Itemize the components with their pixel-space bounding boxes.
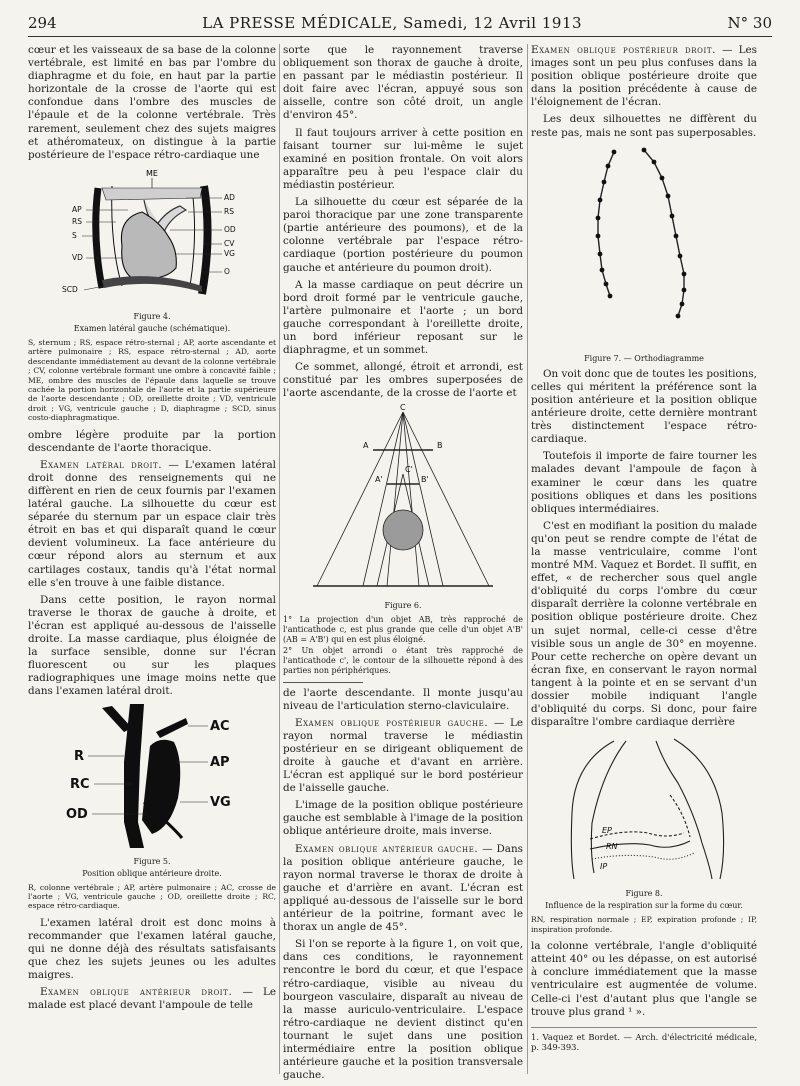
label-o: O xyxy=(224,266,230,276)
label-c-prime: C' xyxy=(405,465,413,475)
issue-number: N° 30 xyxy=(727,14,772,32)
paragraph: Il faut toujours arriver à cette position en faisant tourner sur lui-même le sujet examiné en position frontale. On voit alors apparaître peu à peu l'espace clair du médiastin postérieur. xyxy=(283,126,523,191)
paragraph: L'image de la position oblique postérieure gauche est semblable à l'image de la position oblique antérieure droite, mais inverse. xyxy=(283,799,523,838)
label-s: S xyxy=(72,230,77,240)
label-c: C xyxy=(400,404,406,413)
figure-5-caption: Figure 5. xyxy=(133,856,171,866)
column-1 xyxy=(28,44,276,1016)
section-heading: Examen oblique postérieur droit. xyxy=(531,44,717,56)
figure-4-subcaption: Examen latéral gauche (schématique). xyxy=(73,323,231,333)
column-2 xyxy=(283,44,523,1086)
paragraph-text: — Les images sont un peu plus confuses dans la position oblique postérieure droite que dans la position précédente à cause de l'éloignement de l'écran. xyxy=(531,44,757,109)
paragraph: L'examen latéral droit est donc moins à recommander que l'examen latéral gauche, qui ne donne déjà des résultats satisfaisants que chez les sujets jeunes ou les adultes maigres. xyxy=(28,916,276,982)
paragraph-text: — L'examen latéral droit donne des renseignements qui ne diffèrent en rien de ceux fournis par l'examen latéral gauche. La silhouette du cœur est séparée du sternum par un espace clair très étroit en bas et qui disparaît quand le cœur devient volumineux. La face antérieure du cœur répond alors au sternum et aux cartilages costaux, tandis qu'à l'état normal elle s'en trouve à une faible distance. xyxy=(28,458,277,589)
label-rc: RC xyxy=(70,777,90,793)
paragraph: Dans cette position, le rayon normal traverse le thorax de gauche à droite, et l'écran est appliqué au-dessous de l'aisselle droite. La masse cardiaque, plus éloignée de la surface sensible, donne sur l'écran fluorescent ou sur les plaques radiographiques une image moins nette que dans l'examen latéral droit. xyxy=(28,593,276,698)
paragraph: de l'aorte descendante. Il monte jusqu'au niveau de l'articulation sterno-claviculaire. xyxy=(283,686,523,712)
label-ad: AD xyxy=(224,192,235,202)
label-a: A xyxy=(363,441,369,451)
label-me: ME xyxy=(146,168,158,178)
figure-6-note-1: 1° La projection d'un objet AB, très rapproché de l'anticathode c, est plus grande que celle d'un objet A'B' (AB = A'B') qui en est plus éloigné. xyxy=(283,614,523,644)
paragraph: la colonne vertébrale, l'angle d'obliquité atteint 40° ou les dépasse, on est autorisé à conclure immédiatement que la masse ventriculaire est augmentée de volume. Celle-ci l'est d'autant plus que l'angle se trouve plus grand ¹ ». xyxy=(531,940,757,1018)
column-3 xyxy=(531,44,757,1053)
paragraph-text: — Le rayon normal traverse le médiastin postérieur en se dirigeant obliquement de droite à gauche et d'avant en arrière. L'écran est appliqué sur le bord postérieur de l'aisselle gauche. xyxy=(283,716,523,795)
figure-8 xyxy=(531,733,757,911)
column-divider xyxy=(527,44,528,1074)
journal-title: LA PRESSE MÉDICALE, Samedi, 12 Avril 1913 xyxy=(202,14,583,32)
figure-4-legend: S, sternum ; RS, espace rétro-sternal ; AP, aorte ascendante et artère pulmonaire ; RS, espace rétro-sternal ; AD, aorte descendante immédiatement au devant de la colonne vertébrale ; CV, colonne vertébrale formant une ombre à concavité faible ; ME, ombre des muscles de l'épaule dans laquelle se trouve cachée la portion horizontale de l'aorte et la partie supérieure de l'aorte descendante ; OD, oreillette droite ; VD, ventricule droit ; VG, ventricule gauche ; D, diaphragme ; SCD, sinus costo-diaphragmatique. xyxy=(28,337,276,423)
label-a-prime: A' xyxy=(375,475,383,485)
paragraph: ombre légère produite par la portion descendante de l'aorte thoracique. xyxy=(28,428,276,454)
label-scd: SCD xyxy=(62,284,78,294)
figure-4-caption: Figure 4. xyxy=(133,311,171,321)
label-vd: VD xyxy=(72,252,83,262)
page-number: 294 xyxy=(28,14,57,32)
paragraph-text: — Dans la position oblique antérieure gauche, le rayon normal traverse le thorax de droite à gauche et d'arrière en avant. L'écran est appliqué au-dessous de l'aisselle sur le bord antérieur de la poitrine, formant avec le thorax un angle de 45°. xyxy=(283,842,523,934)
paragraph: Les deux silhouettes ne diffèrent du reste pas, mais ne sont pas superposables. xyxy=(531,113,757,139)
figure-4 xyxy=(28,166,276,334)
paragraph xyxy=(28,459,276,590)
label-r: R xyxy=(74,749,85,765)
section-heading: Examen latéral droit. xyxy=(40,458,163,471)
paragraph: On voit donc que de toutes les positions, celles qui méritent la préférence sont la position antérieure et la position oblique antérieure droite, cette dernière montrant très distinctement l'espace rétro-cardiaque. xyxy=(531,367,757,446)
paragraph xyxy=(28,986,276,1012)
figure-7 xyxy=(531,144,757,364)
paragraph-text: — Le malade est placé devant l'ampoule de telle xyxy=(28,986,276,1012)
figure-6-note-2: 2° Un objet arrondi o étant très rapproché de l'anticathode c', le contour de la silhouette répond à des parties non périphériques. xyxy=(283,645,523,675)
label-ap: AP xyxy=(72,204,82,214)
figure-7-diagram xyxy=(544,144,744,348)
label-b-prime: B' xyxy=(421,475,429,485)
figure-5-diagram xyxy=(52,702,252,850)
paragraph xyxy=(283,717,523,796)
paragraph: sorte que le rayonnement traverse obliquement son thorax de gauche à droite, en passant par le médiastin postérieur. Il doit faire avec l'écran, appuyé sous son aisselle, contre son côté droit, un angle d'environ 45°. xyxy=(283,44,523,122)
figure-6 xyxy=(283,404,523,610)
label-cv: CV xyxy=(224,238,235,248)
figure-8-legend: RN, respiration normale ; EP, expiration profonde ; IP, inspiration profonde. xyxy=(531,915,757,934)
paragraph: C'est en modifiant la position du malade qu'on peut se rendre compte de l'état de la masse ventriculaire, comme l'ont montré MM. Vaquez et Bordet. Il suffit, en effet, « de rechercher sous quel angle d'obliquité du corps l'ombre du cœur disparaît derrière la colonne vertébrale en position oblique postérieure droite. Chez un sujet normal, celle-ci cesse d'être visible sous un angle de 30° en moyenne. Pour cette recherche on opère devant un écran fixe, en conservant le rayon normal tangent à la pointe et en se servant d'un dossier mobile indiquant l'angle d'obliquité du corps. Si donc, pour faire disparaître l'ombre cardiaque derrière xyxy=(531,519,757,729)
label-od: OD xyxy=(66,807,88,823)
figure-5-subcaption: Position oblique antérieure droite. xyxy=(82,868,222,878)
label-rs-right: RS xyxy=(224,206,234,216)
paragraph xyxy=(531,44,757,109)
section-heading: Examen oblique postérieur gauche. xyxy=(295,716,489,729)
label-ap: AP xyxy=(210,755,230,771)
paragraph: cœur et les vaisseaux de sa base de la colonne vertébrale, est limité en bas par l'ombre du diaphragme et du foie, en haut par la partie horizontale de la crosse de l'aorte qui est confondue dans l'ombre des muscles de l'épaule et de la colonne vertébrale. Très rarement, seulement chez des sujets maigres et athéromateux, on distingue à la partie postérieure de l'espace rétro-cardiaque une xyxy=(28,44,276,161)
paragraph: A la masse cardiaque on peut décrire un bord droit formé par le ventricule gauche, l'artère pulmonaire et l'aorte ; un bord gauche correspondant à l'oreillette droite, un bord inférieur reposant sur le diaphragme, et un sommet. xyxy=(283,278,523,357)
figure-8-subcaption: Influence de la respiration sur la forme du cœur. xyxy=(545,901,743,911)
section-heading: Examen oblique antérieur gauche. xyxy=(295,842,479,855)
figure-8-diagram xyxy=(544,733,744,883)
section-heading: Examen oblique antérieur droit. xyxy=(40,986,233,999)
divider xyxy=(283,682,363,683)
figure-5 xyxy=(28,702,276,878)
figure-6-diagram xyxy=(303,404,503,594)
label-vg: VG xyxy=(210,795,231,811)
label-rs-left: RS xyxy=(72,216,82,226)
label-ip: IP xyxy=(600,862,608,872)
figure-8-caption: Figure 8. xyxy=(625,889,663,899)
paragraph xyxy=(283,843,523,935)
figure-7-caption: Figure 7. — Orthodiagramme xyxy=(584,353,704,363)
label-ac: AC xyxy=(210,719,230,735)
paragraph: La silhouette du cœur est séparée de la paroi thoracique par une zone transparente (partie antérieure des poumons), et de la colonne vertébrale par l'espace rétro-cardiaque (portion postérieure du poumon gauche et antérieure du poumon droit). xyxy=(283,196,523,274)
paragraph: Si l'on se reporte à la figure 1, on voit que, dans ces conditions, le rayonnement rencontre le bord du cœur, et que l'espace rétro-cardiaque, visible au niveau du bourgeon vasculaire, disparaît au niveau de la masse auriculo-ventriculaire. L'espace rétro-cardiaque ne devient distinct qu'en tournant le sujet dans une position intermédiaire entre la position oblique antérieure gauche et la position transversale gauche. xyxy=(283,938,523,1082)
label-vg: VG xyxy=(224,248,235,258)
figure-6-caption: Figure 6. xyxy=(384,600,422,610)
figure-5-legend: R, colonne vertébrale ; AP, artère pulmonaire ; AC, crosse de l'aorte ; VG, ventricule gauche ; OD, oreillette droite ; RC, espace rétro-cardiaque. xyxy=(28,882,276,911)
label-od: OD xyxy=(224,224,236,234)
footnote: 1. Vaquez et Bordet. — Arch. d'électricité médicale, p. 349-393. xyxy=(531,1027,757,1053)
label-rn: RN xyxy=(606,842,618,852)
paragraph: Toutefois il importe de faire tourner les malades devant l'ampoule de façon à examiner le cœur dans les quatre positions obliques et dans les positions obliques intermédiaires. xyxy=(531,450,757,515)
label-b: B xyxy=(437,441,443,451)
label-ep: EP xyxy=(602,826,612,836)
page-header xyxy=(28,10,772,37)
column-divider xyxy=(279,44,280,1074)
paragraph: Ce sommet, allongé, étroit et arrondi, est constitué par les ombres superposées de l'aorte ascendante, de la crosse de l'aorte et xyxy=(283,361,523,400)
figure-4-diagram xyxy=(52,166,252,306)
